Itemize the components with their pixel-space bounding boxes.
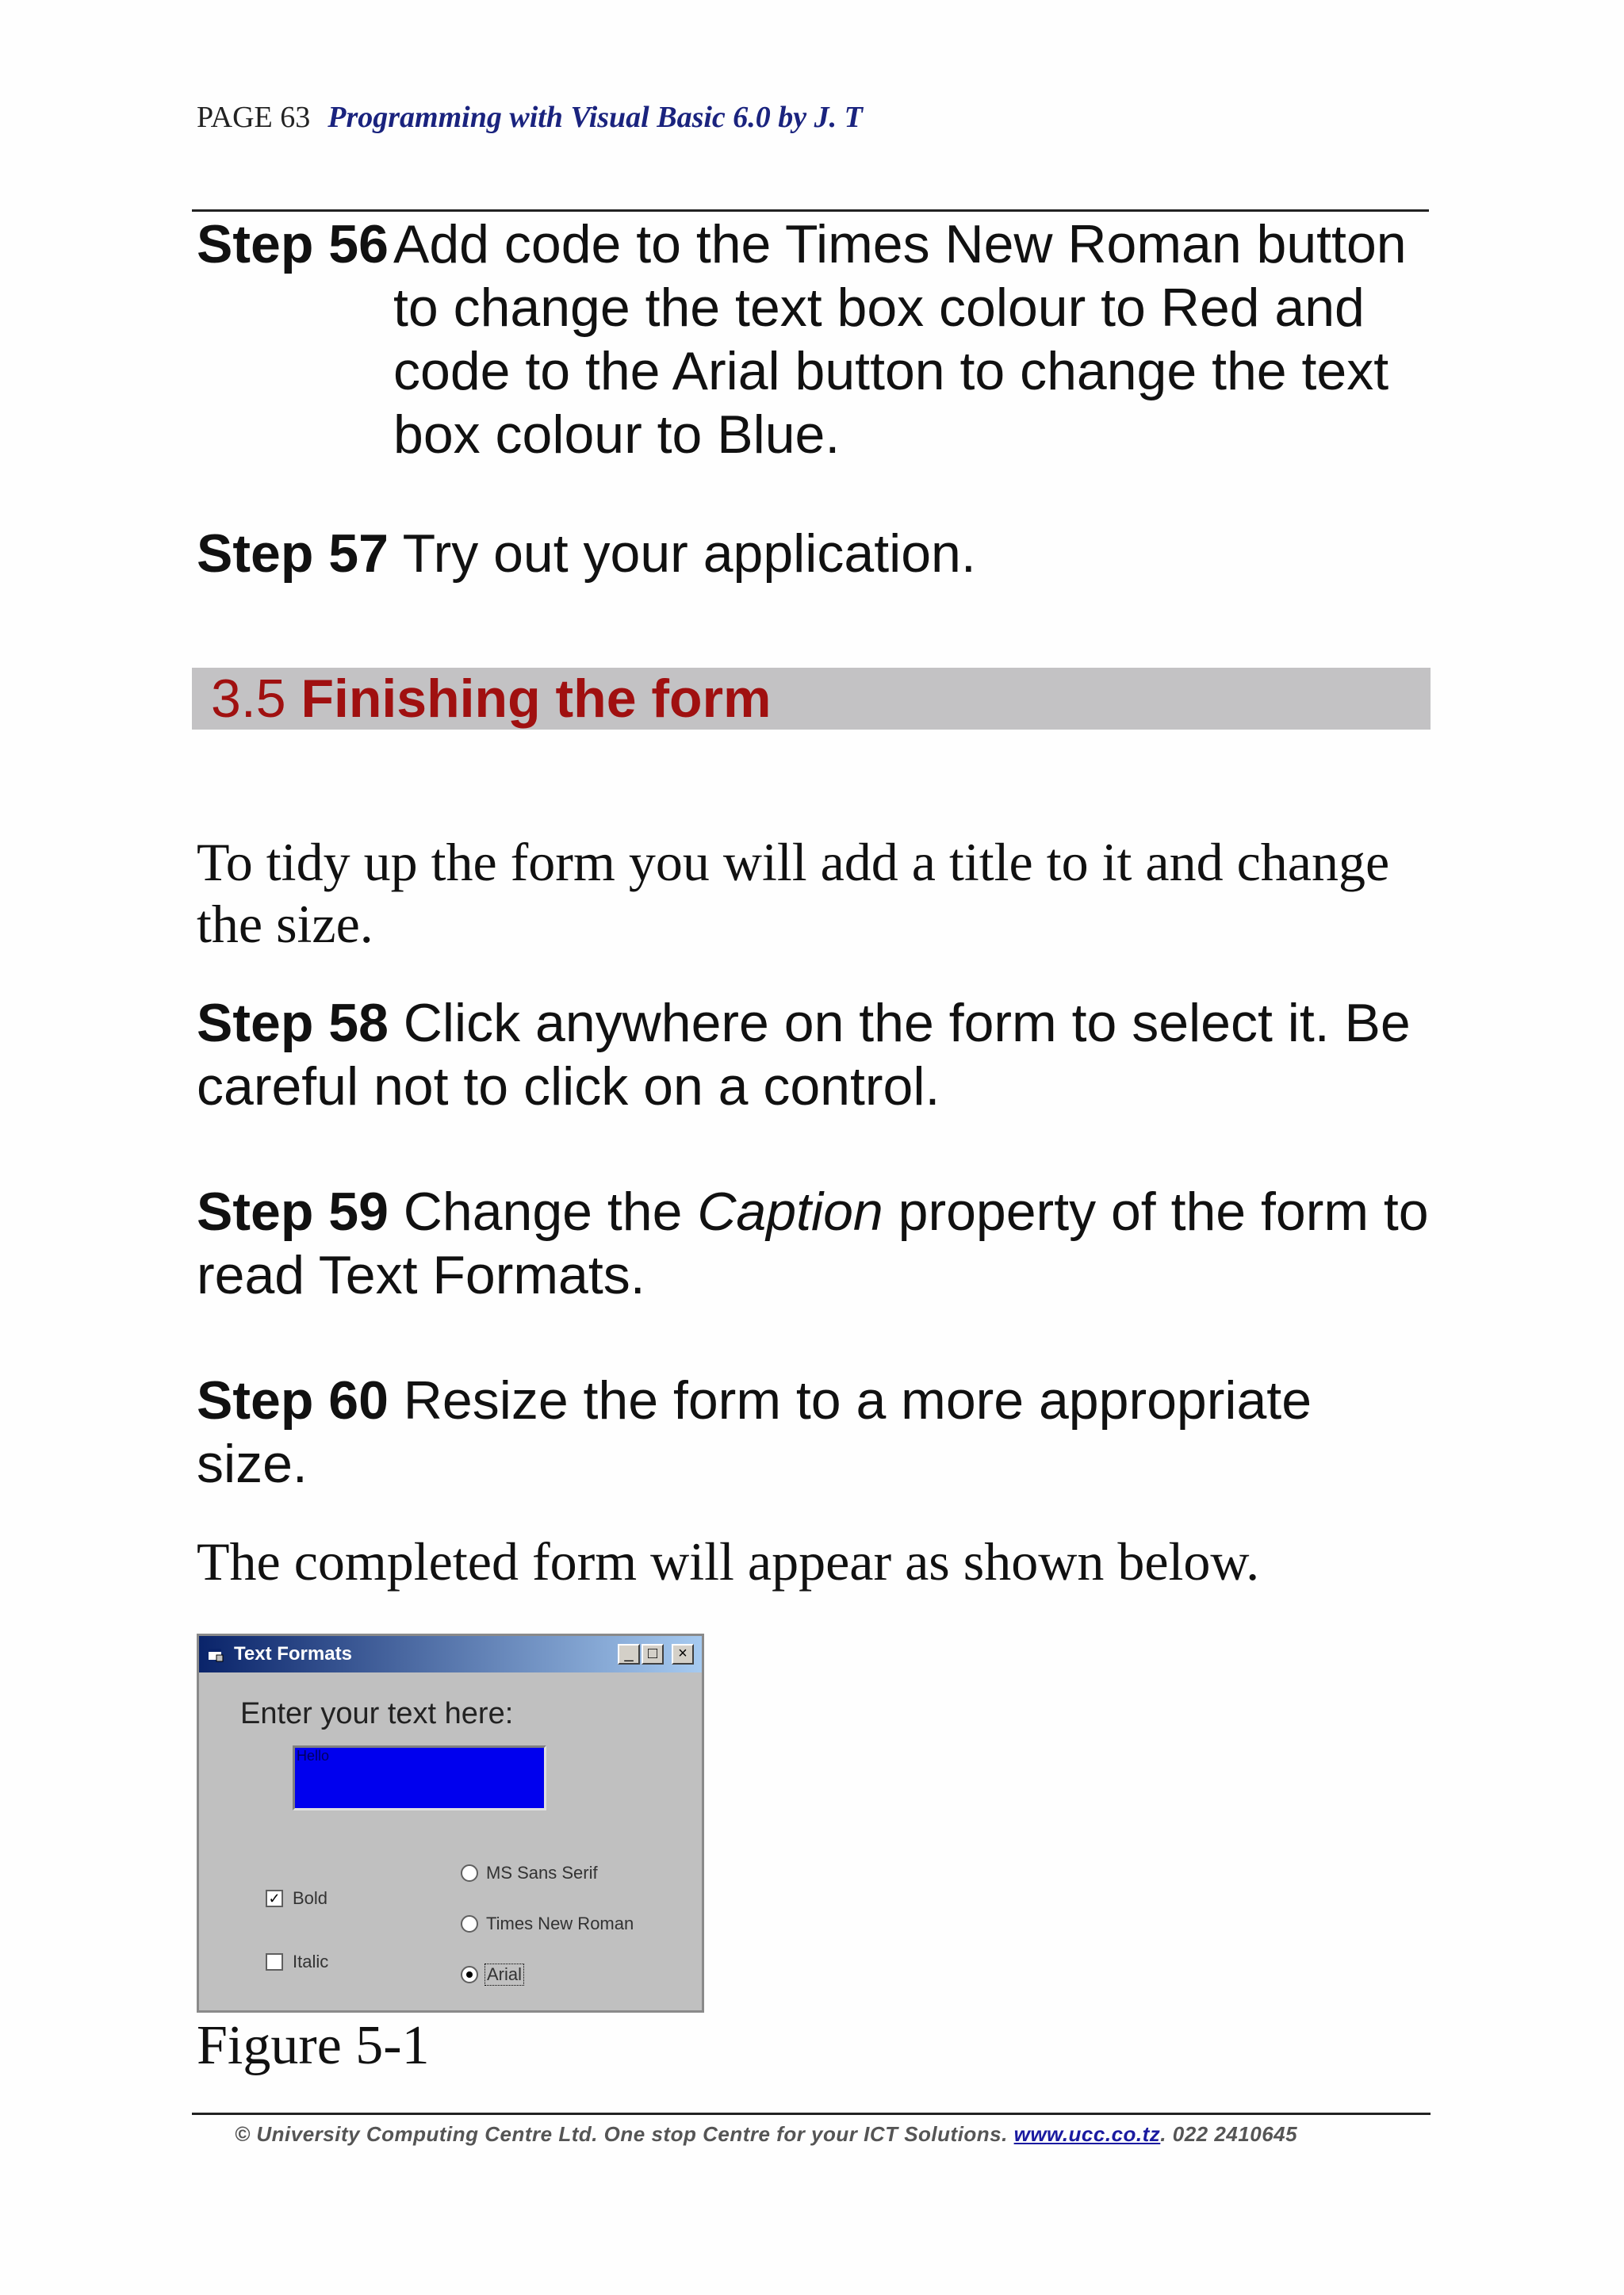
- step-label: Step 57: [197, 523, 389, 584]
- caption-term: Caption: [697, 1182, 883, 1242]
- window-titlebar: [199, 1636, 702, 1672]
- text-input-value: Hello: [297, 1748, 330, 1764]
- step-label: Step 59: [197, 1182, 389, 1242]
- step-text-after: property of the form to read Text Formats.: [197, 1182, 1429, 1305]
- step-text: Add code to the Times New Roman button to change the text box colour to Red and code to the Arial button to change the text box colour to Blue.: [393, 214, 1407, 465]
- form-icon: [207, 1646, 224, 1663]
- footer-link[interactable]: www.ucc.co.tz: [1013, 2122, 1161, 2146]
- step-text: Click anywhere on the form to select it. Be careful not to click on a control.: [197, 993, 1411, 1117]
- section-title-line: [211, 668, 772, 730]
- maximize-button[interactable]: □: [642, 1644, 664, 1665]
- section-title: Finishing the form: [301, 669, 772, 729]
- bold-label: Bold: [293, 1888, 328, 1908]
- step-57: [197, 522, 1434, 585]
- header-divider: [192, 209, 1429, 212]
- text-prompt-label: Enter your text here:: [240, 1697, 514, 1730]
- intro-paragraph: To tidy up the form you will add a title to it and change the size.: [197, 832, 1390, 954]
- footer-divider: [192, 2113, 1431, 2115]
- step-label: Step 60: [197, 1370, 389, 1431]
- section-number: 3.5: [211, 669, 286, 729]
- text-formats-window: [197, 1634, 704, 2013]
- minimize-button[interactable]: _: [618, 1644, 640, 1665]
- times-new-roman-radio[interactable]: [461, 1915, 478, 1933]
- arial-label: Arial: [485, 1964, 524, 1986]
- figure-caption: Figure 5-1: [197, 2015, 430, 2076]
- times-new-roman-label: Times New Roman: [486, 1914, 634, 1933]
- italic-checkbox[interactable]: [266, 1953, 283, 1971]
- text-input[interactable]: [293, 1745, 546, 1810]
- step-text: Resize the form to a more appropriate size.: [197, 1370, 1312, 1494]
- page-footer: [235, 2122, 1297, 2147]
- page-header: [197, 100, 863, 135]
- close-button[interactable]: ×: [672, 1644, 694, 1665]
- section-heading: [192, 668, 1431, 730]
- window-title: Text Formats: [234, 1643, 352, 1665]
- step-text: Try out your application.: [402, 523, 976, 584]
- footer-copyright: © University Computing Centre Ltd. One stop Centre for your ICT Solutions.: [235, 2122, 1008, 2146]
- bold-checkbox[interactable]: ✓: [266, 1890, 283, 1907]
- step-label: Step 56: [197, 214, 389, 274]
- ms-sans-serif-label: MS Sans Serif: [486, 1863, 598, 1883]
- arial-radio[interactable]: [461, 1966, 478, 1983]
- step-label: Step 58: [197, 993, 389, 1053]
- step-58: [197, 991, 1434, 1118]
- italic-label: Italic: [293, 1952, 329, 1971]
- step-text-before: Change the: [403, 1182, 683, 1242]
- ms-sans-serif-radio[interactable]: [461, 1864, 478, 1882]
- step-60: [197, 1369, 1434, 1496]
- book-title: Programming with Visual Basic 6.0 by J. T: [327, 101, 863, 134]
- step-59: [197, 1180, 1434, 1307]
- footer-phone: . 022 2410645: [1160, 2122, 1298, 2146]
- page-number: PAGE 63: [197, 101, 311, 134]
- completed-note: The completed form will appear as shown below.: [197, 1531, 1260, 1592]
